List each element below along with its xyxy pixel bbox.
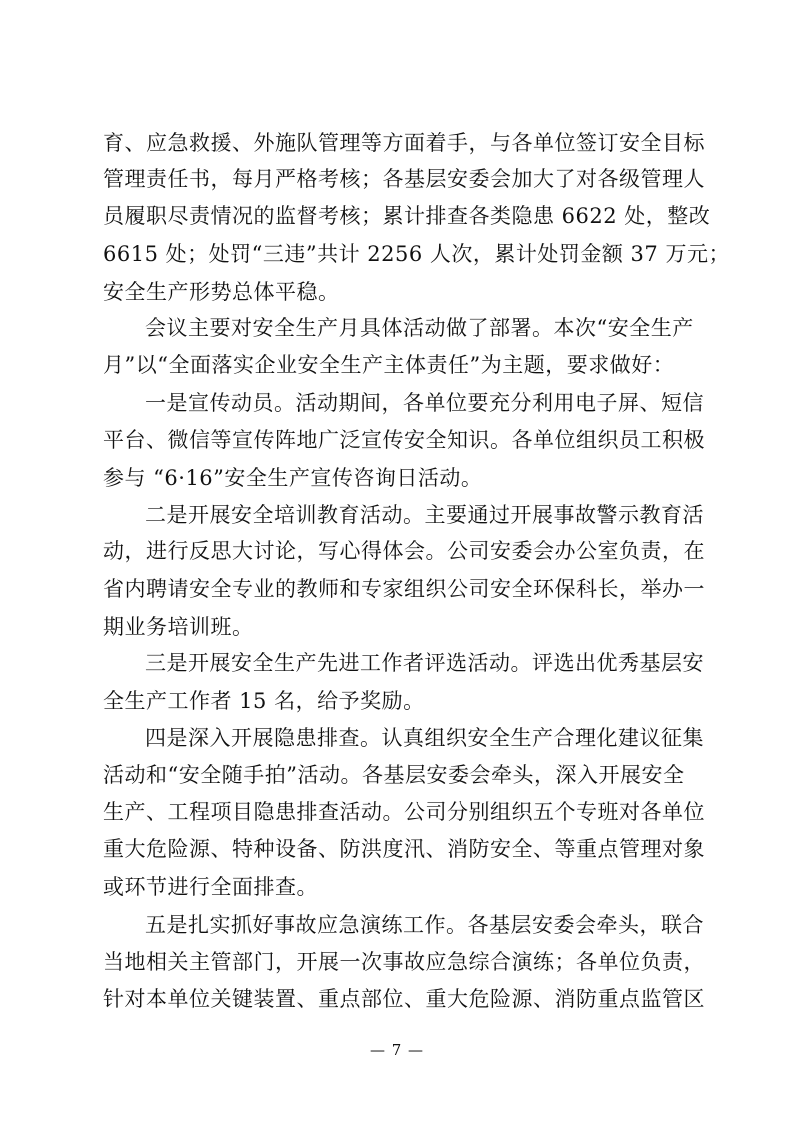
text-line: 员履职尽责情况的监督考核；累计排查各类隐患 6622 处，整改 [103,204,711,228]
text-line: 生产、工程项目隐患排查活动。公司分别组织五个专班对各单位 [103,800,705,824]
text-line: 或环节进行全面排查。 [103,875,318,899]
text-line: 参与 “6·16”安全生产宣传咨询日活动。 [103,466,483,490]
page-number: — 7 — [369,1041,425,1059]
paragraph-first-line: 四是深入开展隐患排查。认真组织安全生产合理化建议征集 [145,726,704,750]
text-line: 平台、微信等宣传阵地广泛宣传安全知识。各单位组织员工积极 [103,428,705,452]
text-line: 重大危险源、特种设备、防洪度汛、消防安全、等重点管理对象 [103,837,705,861]
text-line: 安全生产形势总体平稳。 [103,280,340,304]
text-line: 育、应急救援、外施队管理等方面着手，与各单位签订安全目标 [103,131,705,155]
text-line: 6615 处；处罚“三违”共计 2256 人次，累计处罚金额 37 万元； [103,242,730,266]
paragraph-first-line: 五是扎实抓好事故应急演练工作。各基层安委会牵头，联合 [145,913,704,937]
text-line: 期业务培训班。 [103,615,254,639]
paragraph-first-line: 二是开展安全培训教育活动。主要通过开展事故警示教育活 [145,503,704,527]
text-line: 全生产工作者 15 名，给予奖励。 [103,689,425,713]
paragraph-first-line: 会议主要对安全生产月具体活动做了部署。本次“安全生产 [145,316,694,340]
text-line: 针对本单位关键装置、重点部位、重大危险源、消防重点监管区 [103,987,705,1011]
text-line: 活动和“安全随手拍”活动。各基层安委会牵头，深入开展安全 [103,763,685,787]
text-line: 当地相关主管部门，开展一次事故应急综合演练；各单位负责， [103,950,705,974]
paragraph-first-line: 三是开展安全生产先进工作者评选活动。评选出优秀基层安 [145,651,704,675]
text-line: 动，进行反思大讨论，写心得体会。公司安委会办公室负责，在 [103,539,705,563]
paragraph-first-line: 一是宣传动员。活动期间，各单位要充分利用电子屏、短信 [145,391,704,415]
text-line: 管理责任书，每月严格考核；各基层安委会加大了对各级管理人 [103,167,705,191]
text-line: 月”以“全面落实企业安全生产主体责任”为主题，要求做好： [103,353,675,377]
text-line: 省内聘请安全专业的教师和专家组织公司安全环保科长，举办一 [103,577,705,601]
